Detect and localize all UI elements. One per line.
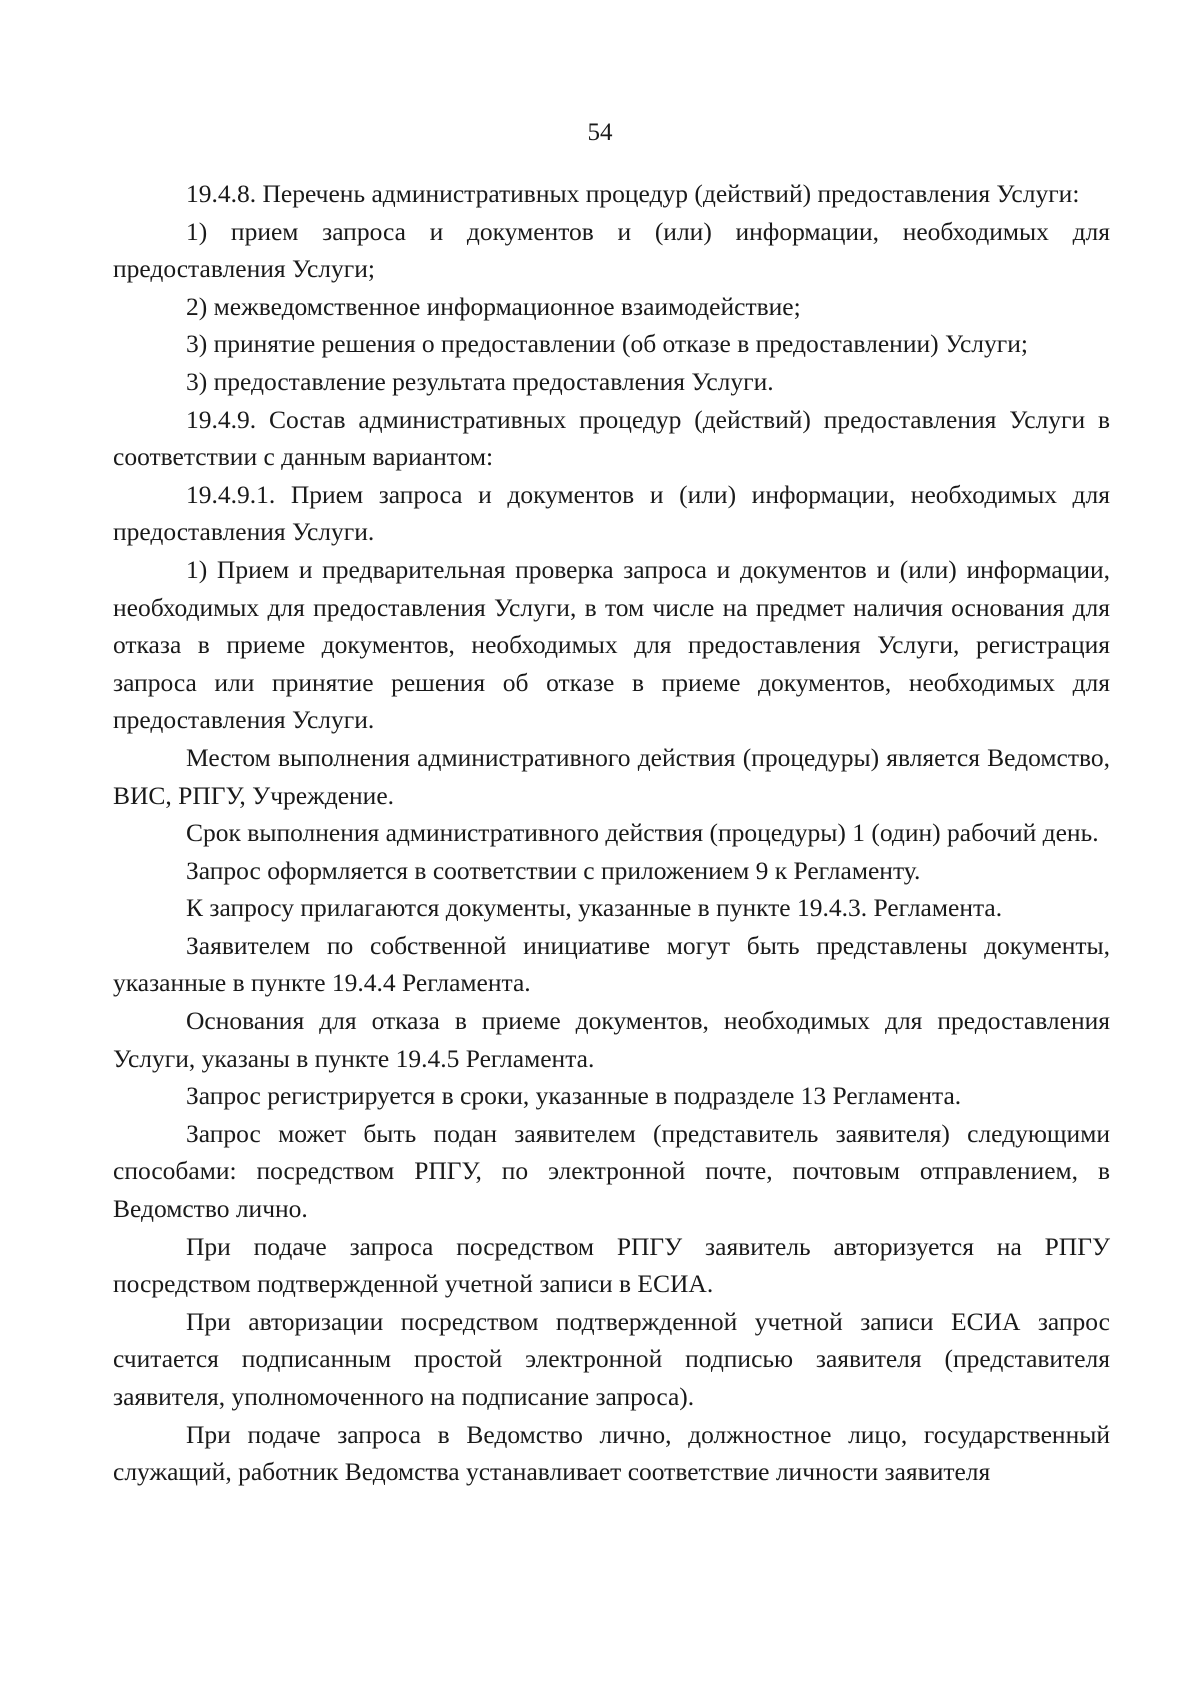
page-number: 54	[587, 119, 613, 146]
paragraph: Запрос регистрируется в сроки, указанные в подразделе 13 Регламента.	[186, 1081, 962, 1111]
paragraph: При подаче запроса посредством РПГУ заявитель авторизуется на РПГУ посредством подтвержденной учетной записи в ЕСИА.	[113, 1231, 1110, 1299]
paragraph: Запрос может быть подан заявителем (представитель заявителя) следующими способами: посредством РПГУ, по электронной почте, почтовым отправлением, в Ведомство лично.	[113, 1118, 1110, 1224]
paragraph: Основания для отказа в приеме документов, необходимых для предоставления Услуги, указаны в пункте 19.4.5 Регламента.	[113, 1006, 1110, 1073]
list-item: 3) принятие решения о предоставлении (об отказе в предоставлении) Услуги;	[186, 329, 1028, 359]
paragraph: При авторизации посредством подтвержденной учетной записи ЕСИА запрос считается подписанным простой электронной подписью заявителя (представителя заявителя, уполномоченного на подписание запроса).	[113, 1306, 1110, 1411]
paragraph: 19.4.9.1. Прием запроса и документов и (или) информации, необходимых для предоставления Услуги.	[113, 479, 1110, 547]
paragraph: 1) Прием и предварительная проверка запроса и документов и (или) информации, необходимых для предоставления Услуги, в том числе на предмет наличия основания для отказа в приеме документов, необходимых для предоставления Услуги, регистрация запроса или принятие решения об отказе в приеме документов, необходимых для предоставления Услуги.	[113, 554, 1110, 735]
list-item: 2) межведомственное информационное взаимодействие;	[186, 291, 801, 321]
paragraph: Заявителем по собственной инициативе могут быть представлены документы, указанные в пункте 19.4.4 Регламента.	[113, 930, 1110, 998]
paragraph: При подаче запроса в Ведомство лично, должностное лицо, государственный служащий, работник Ведомства устанавливает соответствие личности заявителя	[113, 1419, 1110, 1487]
paragraph: Запрос оформляется в соответствии с приложением 9 к Регламенту.	[186, 855, 921, 885]
paragraph: 19.4.9. Состав административных процедур (действий) предоставления Услуги в соответствии с данным вариантом:	[113, 404, 1110, 472]
paragraph: 19.4.8. Перечень административных процедур (действий) предоставления Услуги:	[186, 179, 1080, 208]
paragraph: К запросу прилагаются документы, указанные в пункте 19.4.3. Регламента.	[186, 893, 1003, 923]
list-item: 1) прием запроса и документов и (или) информации, необходимых для предоставления Услуги;	[113, 216, 1110, 284]
paragraph: Срок выполнения административного действия (процедуры) 1 (один) рабочий день.	[186, 818, 1099, 848]
document-body	[113, 175, 1110, 1491]
paragraph: Местом выполнения административного действия (процедуры) является Ведомство, ВИС, РПГУ, Учреждение.	[113, 742, 1110, 810]
list-item: 3) предоставление результата предоставления Услуги.	[186, 366, 774, 396]
